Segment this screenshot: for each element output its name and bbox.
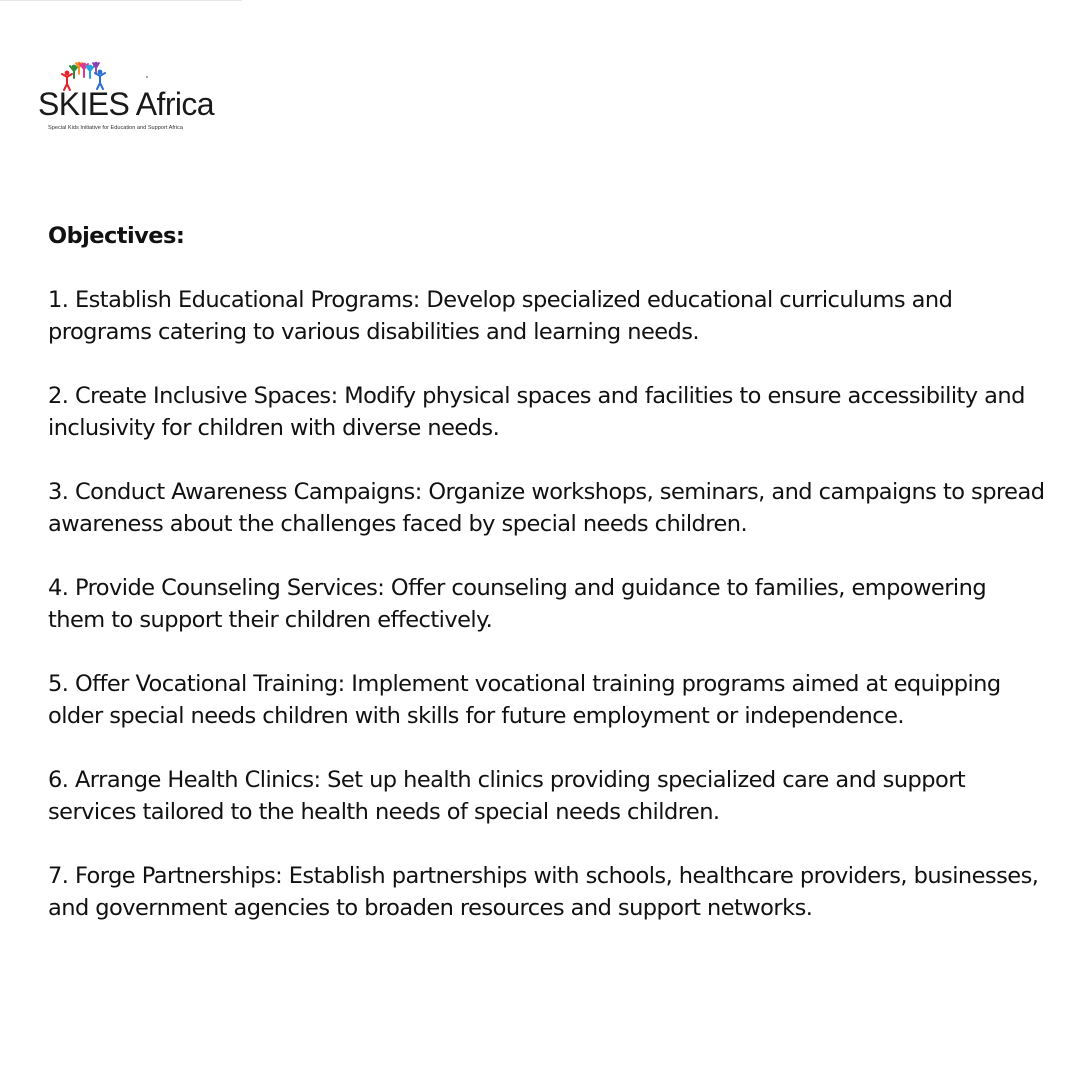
logo-dot	[146, 76, 148, 78]
objective-item: 4. Provide Counseling Services: Offer counseling and guidance to families, empowering them to support their children effectively.	[48, 575, 987, 633]
top-divider	[0, 0, 242, 1]
objective-item: 5. Offer Vocational Training: Implement vocational training programs aimed at equipping older special needs children with skills for future employment or independence.	[48, 671, 1001, 729]
logo-tagline: Special Kids Initiative for Education and Support Africa	[48, 125, 183, 131]
logo-name: SKIES Africa	[38, 86, 214, 122]
objectives-section	[48, 220, 1048, 924]
objective-item: 1. Establish Educational Programs: Develop specialized educational curriculums and programs catering to various disabilities and learning needs.	[48, 287, 953, 345]
objective-item: 3. Conduct Awareness Campaigns: Organize workshops, seminars, and campaigns to spread awareness about the challenges faced by special needs children.	[48, 479, 1045, 537]
objective-item: 2. Create Inclusive Spaces: Modify physical spaces and facilities to ensure accessibility and inclusivity for children with diverse needs.	[48, 383, 1025, 441]
objectives-heading: Objectives:	[48, 223, 185, 249]
skies-africa-logo	[38, 60, 238, 140]
objective-item: 6. Arrange Health Clinics: Set up health clinics providing specialized care and support services tailored to the health needs of special needs children.	[48, 767, 966, 825]
objective-item: 7. Forge Partnerships: Establish partnerships with schools, healthcare providers, businesses, and government agencies to broaden resources and support networks.	[48, 863, 1039, 921]
